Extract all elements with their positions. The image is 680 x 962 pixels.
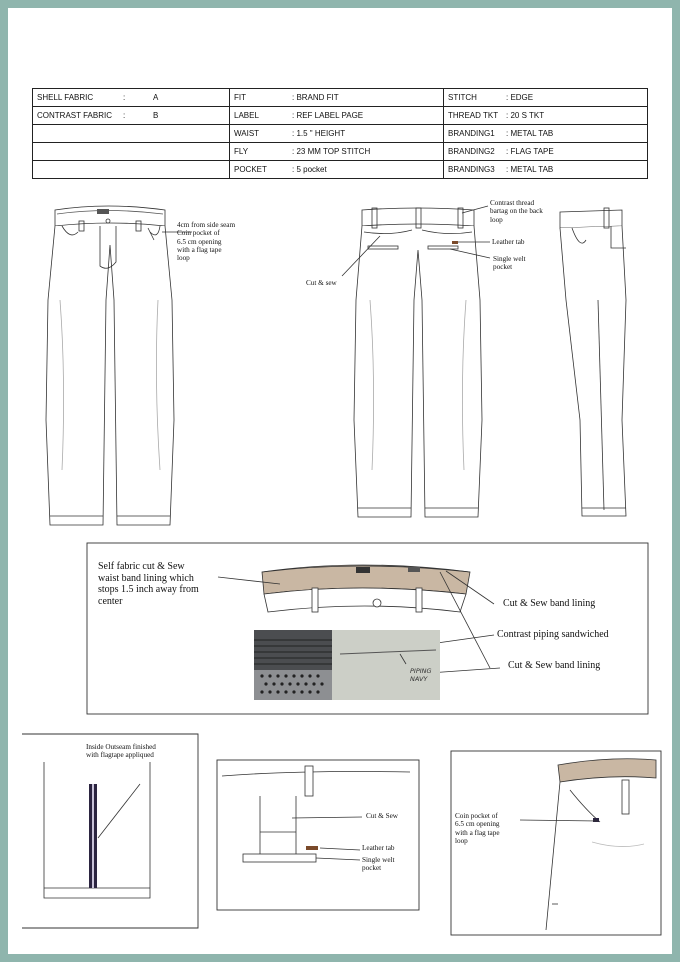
spec-finish-label: BRANDING1 (448, 129, 495, 138)
note-band-lining-1 (503, 598, 595, 610)
spec-fabric-value: B (153, 111, 159, 120)
note-detail-coin-pocket (455, 812, 500, 845)
note-band-lining-1-text: Cut & Sew band lining (503, 598, 596, 609)
note-back-welt-pocket (493, 255, 526, 272)
spec-construction-label: FLY (234, 147, 249, 156)
spec-construction-label: FIT (234, 93, 246, 102)
back-trouser-sketch (354, 208, 482, 517)
handwritten-piping-navy: PIPING NAVY (410, 667, 432, 684)
spec-fabric-sep: : (123, 111, 126, 120)
note-front-coin-pocket-text: 4cm from side seam Coin pocket of 6.5 cm opening with a flag tape loop (177, 221, 236, 263)
note-waistband-lining (98, 561, 199, 607)
spec-finish-label: BRANDING2 (448, 147, 495, 156)
note-back-leather-tab (492, 238, 525, 246)
spec-finish-label: THREAD TKT (448, 111, 499, 120)
note-back-welt-pocket-text: Single welt pocket (493, 255, 526, 272)
note-detail-cut-sew-text: Cut & Sew (366, 812, 398, 820)
note-back-bartag-text: Contrast thread bartag on the back loop (490, 199, 543, 224)
spec-construction-value: : REF LABEL PAGE (292, 111, 364, 120)
note-detail-leather-tab-text: Leather tab (362, 844, 395, 852)
fabric-swatch (254, 630, 440, 700)
note-band-lining-2 (508, 660, 600, 672)
note-detail-coin-pocket-text: Coin pocket of 6.5 cm opening with a flag tape loop (455, 812, 500, 845)
note-back-cut-sew-text: Cut & sew (306, 279, 337, 287)
note-detail-leather-tab (362, 844, 395, 852)
note-detail-welt-pocket-text: Single welt pocket (362, 856, 395, 873)
spec-finish-label: STITCH (448, 93, 477, 102)
front-trouser-sketch (46, 206, 174, 525)
spec-construction-label: WAIST (234, 129, 260, 138)
spec-finish-value: : FLAG TAPE (506, 147, 554, 156)
spec-finish-value: : EDGE (506, 93, 534, 102)
spec-fabric-value: A (153, 93, 159, 102)
spec-construction-label: POCKET (234, 165, 267, 174)
spec-finish-value: : METAL TAB (506, 165, 554, 174)
spec-finish-label: BRANDING3 (448, 165, 495, 174)
spec-fabric-label: SHELL FABRIC (37, 93, 94, 102)
spec-fabric-label: CONTRAST FABRIC (37, 111, 112, 120)
spec-construction-label: LABEL (234, 111, 259, 120)
note-inside-outseam (86, 743, 156, 760)
note-front-coin-pocket (177, 221, 235, 262)
spec-fabric-sep: : (123, 93, 126, 102)
note-waistband-lining-text: Self fabric cut & Sew waist band lining which stops 1.5 inch away from center (98, 561, 199, 607)
spec-finish-value: : 20 S TKT (506, 111, 545, 120)
note-contrast-piping (497, 629, 609, 641)
spec-finish-value: : METAL TAB (506, 129, 554, 138)
back-pocket-sketch (217, 760, 419, 910)
spec-construction-value: : 5 pocket (292, 165, 327, 174)
note-band-lining-2-text: Cut & Sew band lining (508, 660, 601, 671)
note-back-bartag (490, 199, 543, 224)
spec-construction-value: : 23 MM TOP STITCH (292, 147, 371, 156)
note-detail-welt-pocket (362, 856, 395, 873)
note-contrast-piping-text: Contrast piping sandwiched (497, 629, 609, 640)
note-back-leather-tab-text: Leather tab (492, 238, 525, 246)
outseam-sketch (22, 734, 198, 928)
note-detail-cut-sew (366, 812, 398, 820)
note-inside-outseam-text: Inside Outseam finished with flagtape appliqued (86, 743, 156, 760)
spec-construction-value: : BRAND FIT (292, 93, 339, 102)
note-back-cut-sew (306, 279, 337, 287)
side-trouser-sketch (560, 208, 626, 516)
spec-construction-value: : 1.5 " HEIGHT (292, 129, 346, 138)
